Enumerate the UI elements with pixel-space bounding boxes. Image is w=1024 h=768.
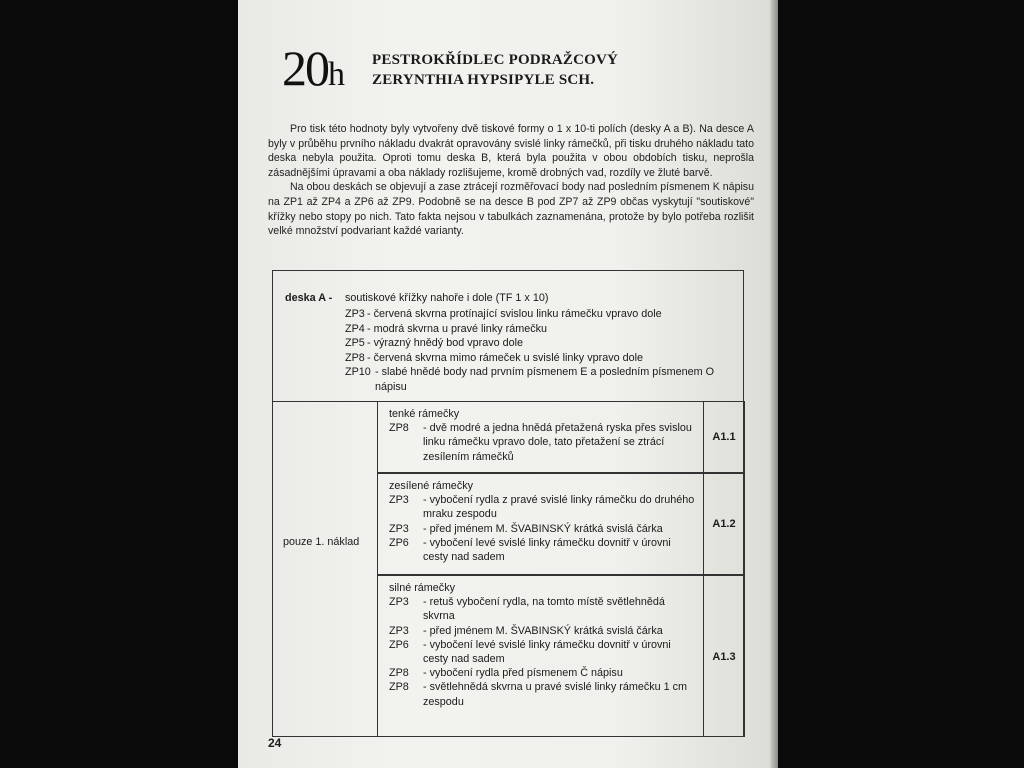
page-edge [770,0,778,768]
title-latin: ZERYNTHIA HYPSIPYLE SCH. [372,72,595,88]
deska-a-section [273,271,743,402]
variant-code-a1-2: A1.2 [703,473,745,575]
zp-text: - červená skvrna mimo rámeček u svislé linky vpravo dole [367,351,644,364]
zp-text: - slabé hnědé body nad prvním písmenem E a posledním písmenem O nápisu [375,366,715,393]
zp-text: - vybočení levé svislé linky rámečku dovnitř v úrovni cesty nad sadem [423,536,671,564]
zp-code: ZP4 [345,322,365,335]
section-number-digits: 20 [282,40,328,96]
intro-paragraph-1: Pro tisk této hodnoty byly vytvořeny dvě tiskové formy o 1 x 10-ti polích (desky A a B). Na desce A byly v průběhu prvního nákladu dvakrát opravovány svislé linky rámečků, při tisku druhého nákladu tato deska nebyla použita. Oproti tomu deska B, která byla použita v obou obdobích tisku, neprošla zásadnějšími úpravami a oba náklady rozlišujeme, kromě drobných vad, rozdíly ve žluté barvě. [268,123,754,179]
deska-a-label: deska A - [285,292,333,304]
intro-paragraph-2: Na obou deskách se objevují a zase ztrácejí rozměřovací body nad posledním písmenem K nápisu na ZP1 až ZP4 a ZP6 až ZP9. Podobně se na desce B pod ZP7 až ZP9 občas vyskytují "soutiskové" křížky nebo stopy po nich. Tato fakta nejsou v tabulkách zaznamenána, protože by bylo potřeba rozlišit velké množství podvariant každé varianty. [268,181,754,238]
zp-text: - vybočení rydla z pravé svislé linky rámečku do druhého mraku zespodu [423,494,695,521]
print-run-cell [273,401,378,736]
zp-text: - retuš vybočení rydla, na tomto místě světlehnědá skvrna [423,596,665,623]
list-item [389,680,695,708]
variant-code-a1-3: A1.3 [703,575,745,737]
list-item [389,421,695,464]
title-czech: PESTROKŘÍDLEC PODRAŽCOVÝ [372,52,619,68]
list-item [345,322,741,337]
list-item [389,624,695,638]
variants-table [272,270,744,737]
list-item [345,336,741,351]
zp-text: - výrazný hnědý bod vpravo dole [367,337,524,349]
zp-text: - modrá skvrna u pravé linky rámečku [367,322,548,335]
zp-text: - dvě modré a jedna hnědá přetažená ryska přes svislou linku rámečku vpravo dole, tato přetažení se ztrácí zesílením rámečků [423,422,692,463]
zp-code: ZP3 [389,522,409,535]
list-item [389,493,695,521]
zp-text: - světlehnědá skvrna u pravé svislé linky rámečku 1 cm zespodu [423,681,688,708]
list-item [389,522,695,536]
zp-code: ZP3 [389,624,409,637]
zp-code: ZP8 [389,667,409,680]
list-item [345,351,741,366]
list-item [389,638,695,666]
page-number: 24 [268,736,282,750]
variant-title: zesílené rámečky [389,480,474,492]
deska-a-list [345,307,741,394]
zp-code: ZP3 [389,494,409,507]
zp-code: ZP10 [345,366,371,378]
zp-code: ZP6 [389,536,409,549]
list-item [389,666,695,680]
list-item [345,365,741,394]
variant-a1-1 [377,401,704,473]
print-run-label: pouze 1. náklad [283,536,360,548]
zp-text: - před jménem M. ŠVABINSKÝ krátká svislá čárka [423,522,663,535]
intro-text [268,122,754,239]
book-page [238,0,778,768]
zp-code: ZP8 [389,681,409,694]
section-number-suffix: h [328,56,345,93]
zp-code: ZP5 [345,337,365,349]
variant-title: silné rámečky [389,582,455,594]
zp-text: - červená skvrna protínající svislou linku rámečku vpravo dole [367,308,662,320]
zp-code: ZP3 [389,596,409,609]
zp-text: - vybočení levé svislé linky rámečku dovnitř v úrovni cesty nad sadem [423,638,671,666]
list-item [345,307,741,322]
zp-code: ZP8 [345,351,365,364]
zp-text: - vybočení rydla před písmenem Č nápisu [423,667,623,680]
variant-a1-3 [377,575,704,737]
variant-title: tenké rámečky [389,408,460,420]
list-item [389,595,695,623]
zp-code: ZP3 [345,308,365,320]
section-titles [372,50,712,90]
zp-code: ZP8 [389,422,409,435]
variant-code-a1-1: A1.1 [703,401,745,473]
zp-code: ZP6 [389,638,409,651]
deska-a-header: soutiskové křížky nahoře i dole (TF 1 x 10) [345,292,549,304]
section-number [282,38,345,105]
list-item [389,536,695,564]
zp-text: - před jménem M. ŠVABINSKÝ krátká svislá čárka [423,624,663,637]
variant-a1-2 [377,473,704,575]
